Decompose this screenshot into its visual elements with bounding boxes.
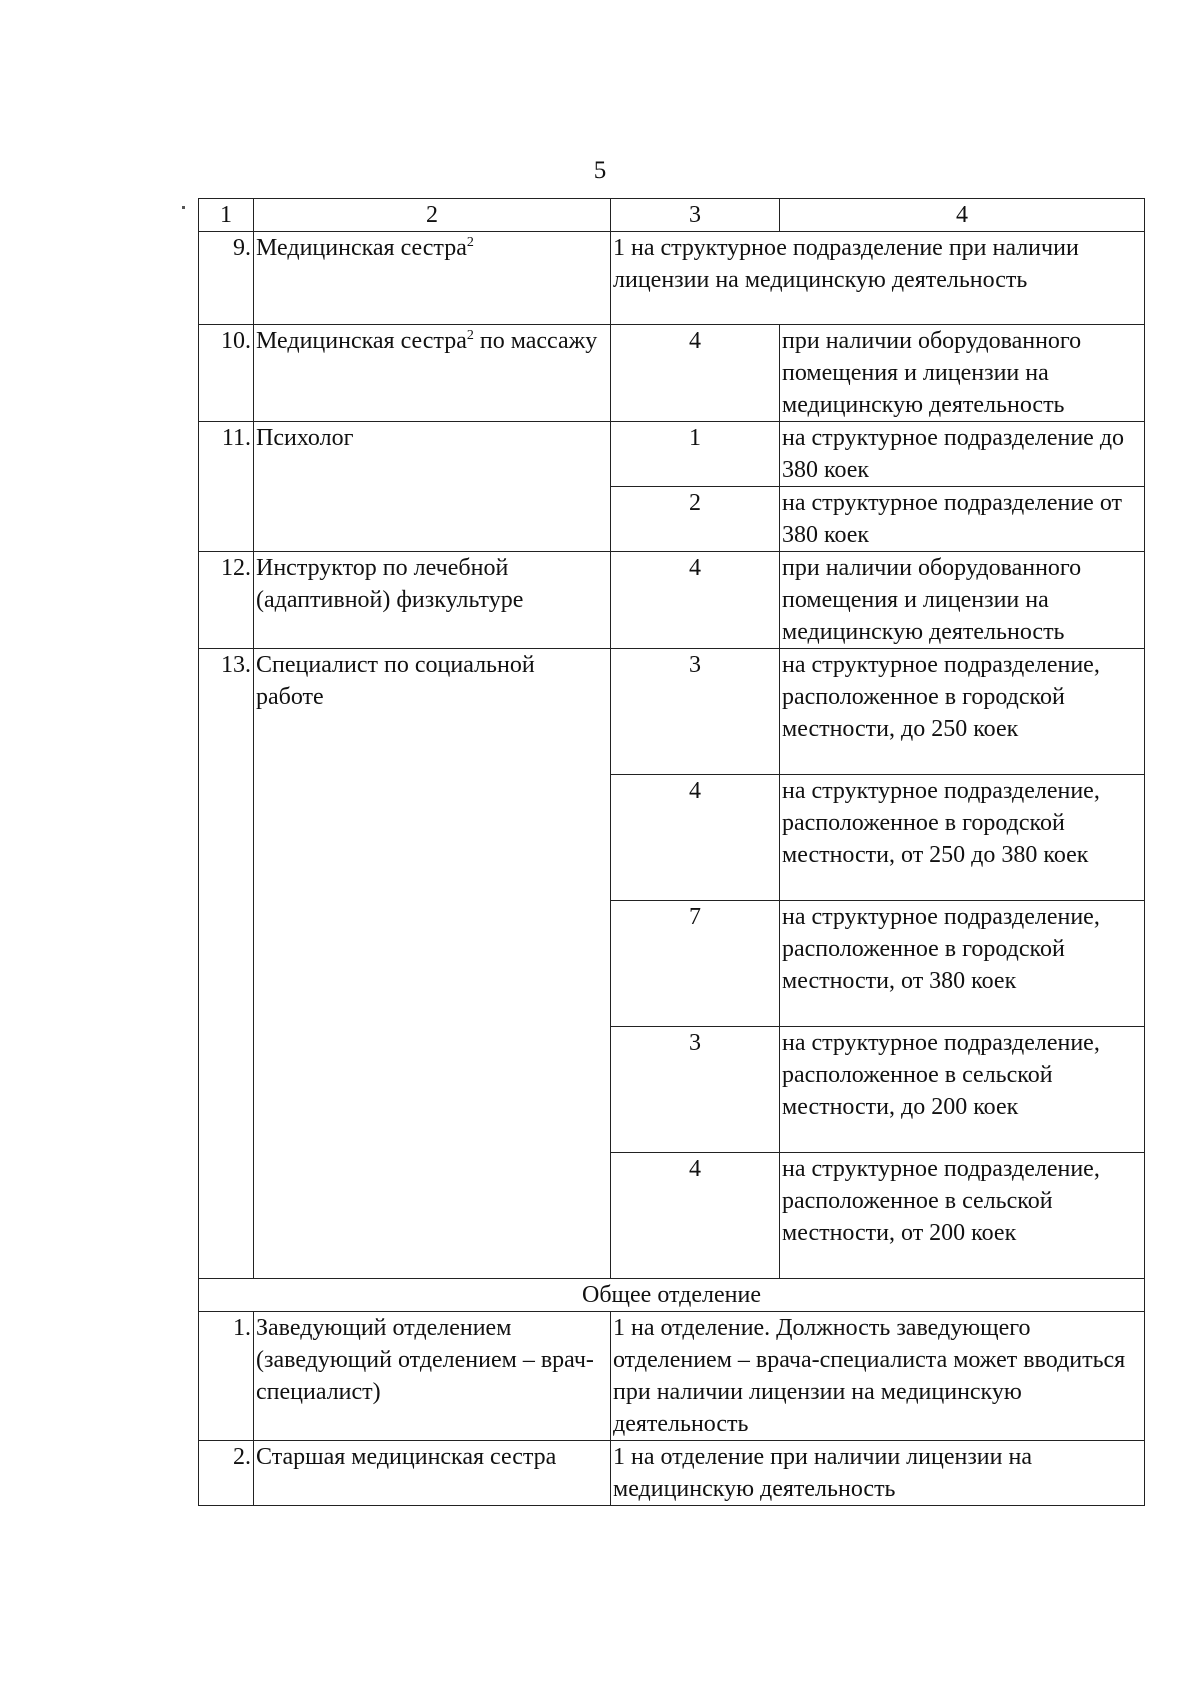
row-number: 1. (199, 1312, 254, 1441)
row-number: 13. (199, 649, 254, 1279)
row-number: 12. (199, 552, 254, 649)
count-cell: 3 (611, 649, 780, 775)
position-cell: Старшая медицинская сестра (254, 1441, 611, 1506)
section-row (199, 1279, 1145, 1312)
row-number: 9. (199, 232, 254, 325)
norm-cell: 1 на структурное подразделение при наличии лицензии на медицинскую деятельность (611, 232, 1145, 325)
note-cell: при наличии оборудованного помещения и лицензии на медицинскую деятельность (780, 552, 1145, 649)
table-row (199, 1312, 1145, 1441)
count-cell: 7 (611, 901, 780, 1027)
count-cell: 4 (611, 325, 780, 422)
norm-cell: 1 на отделение при наличии лицензии на медицинскую деятельность (611, 1441, 1145, 1506)
staffing-table (198, 198, 1145, 1506)
count-cell: 3 (611, 1027, 780, 1153)
footnote-mark: 2 (466, 235, 474, 250)
position-cell: Инструктор по лечебной (адаптивной) физкультуре (254, 552, 611, 649)
count-cell: 2 (611, 487, 780, 552)
section-title: Общее отделение (199, 1279, 1145, 1312)
position-cell (254, 325, 611, 422)
table-row (199, 1441, 1145, 1506)
header-col-1: 1 (199, 199, 254, 232)
footnote-mark: 2 (466, 328, 474, 343)
note-cell: при наличии оборудованного помещения и лицензии на медицинскую деятельность (780, 325, 1145, 422)
header-col-3: 3 (611, 199, 780, 232)
header-row (199, 199, 1145, 232)
table-row (199, 552, 1145, 649)
note-cell: на структурное подразделение, расположенное в городской местности, от 380 коек (780, 901, 1145, 1027)
row-number: 10. (199, 325, 254, 422)
table-row (199, 649, 1145, 775)
note-cell: на структурное подразделение от 380 коек (780, 487, 1145, 552)
table-row (199, 325, 1145, 422)
position-cell: Психолог (254, 422, 611, 552)
count-cell: 4 (611, 552, 780, 649)
note-cell: на структурное подразделение, расположенное в городской местности, от 250 до 380 коек (780, 775, 1145, 901)
header-col-4: 4 (780, 199, 1145, 232)
note-cell: на структурное подразделение, расположенное в сельской местности, до 200 коек (780, 1027, 1145, 1153)
note-cell: на структурное подразделение, расположенное в городской местности, до 250 коек (780, 649, 1145, 775)
position-name: Медицинская сестра (256, 328, 467, 354)
norm-cell: 1 на отделение. Должность заведующего отделением – врача-специалиста может вводиться при наличии лицензии на медицинскую деятельность (611, 1312, 1145, 1441)
position-name: Медицинская сестра (256, 235, 467, 261)
table-row (199, 232, 1145, 325)
position-cell (254, 232, 611, 325)
note-cell: на структурное подразделение, расположенное в сельской местности, от 200 коек (780, 1153, 1145, 1279)
note-cell: на структурное подразделение до 380 коек (780, 422, 1145, 487)
page-number: 5 (593, 157, 607, 184)
row-number: 2. (199, 1441, 254, 1506)
count-cell: 1 (611, 422, 780, 487)
position-name-tail: по массажу (473, 328, 598, 354)
position-cell: Заведующий отделением (заведующий отделением – врач-специалист) (254, 1312, 611, 1441)
table-row (199, 422, 1145, 487)
scan-dot (182, 206, 185, 209)
header-col-2: 2 (254, 199, 611, 232)
position-cell: Специалист по социальной работе (254, 649, 611, 1279)
count-cell: 4 (611, 1153, 780, 1279)
row-number: 11. (199, 422, 254, 552)
count-cell: 4 (611, 775, 780, 901)
